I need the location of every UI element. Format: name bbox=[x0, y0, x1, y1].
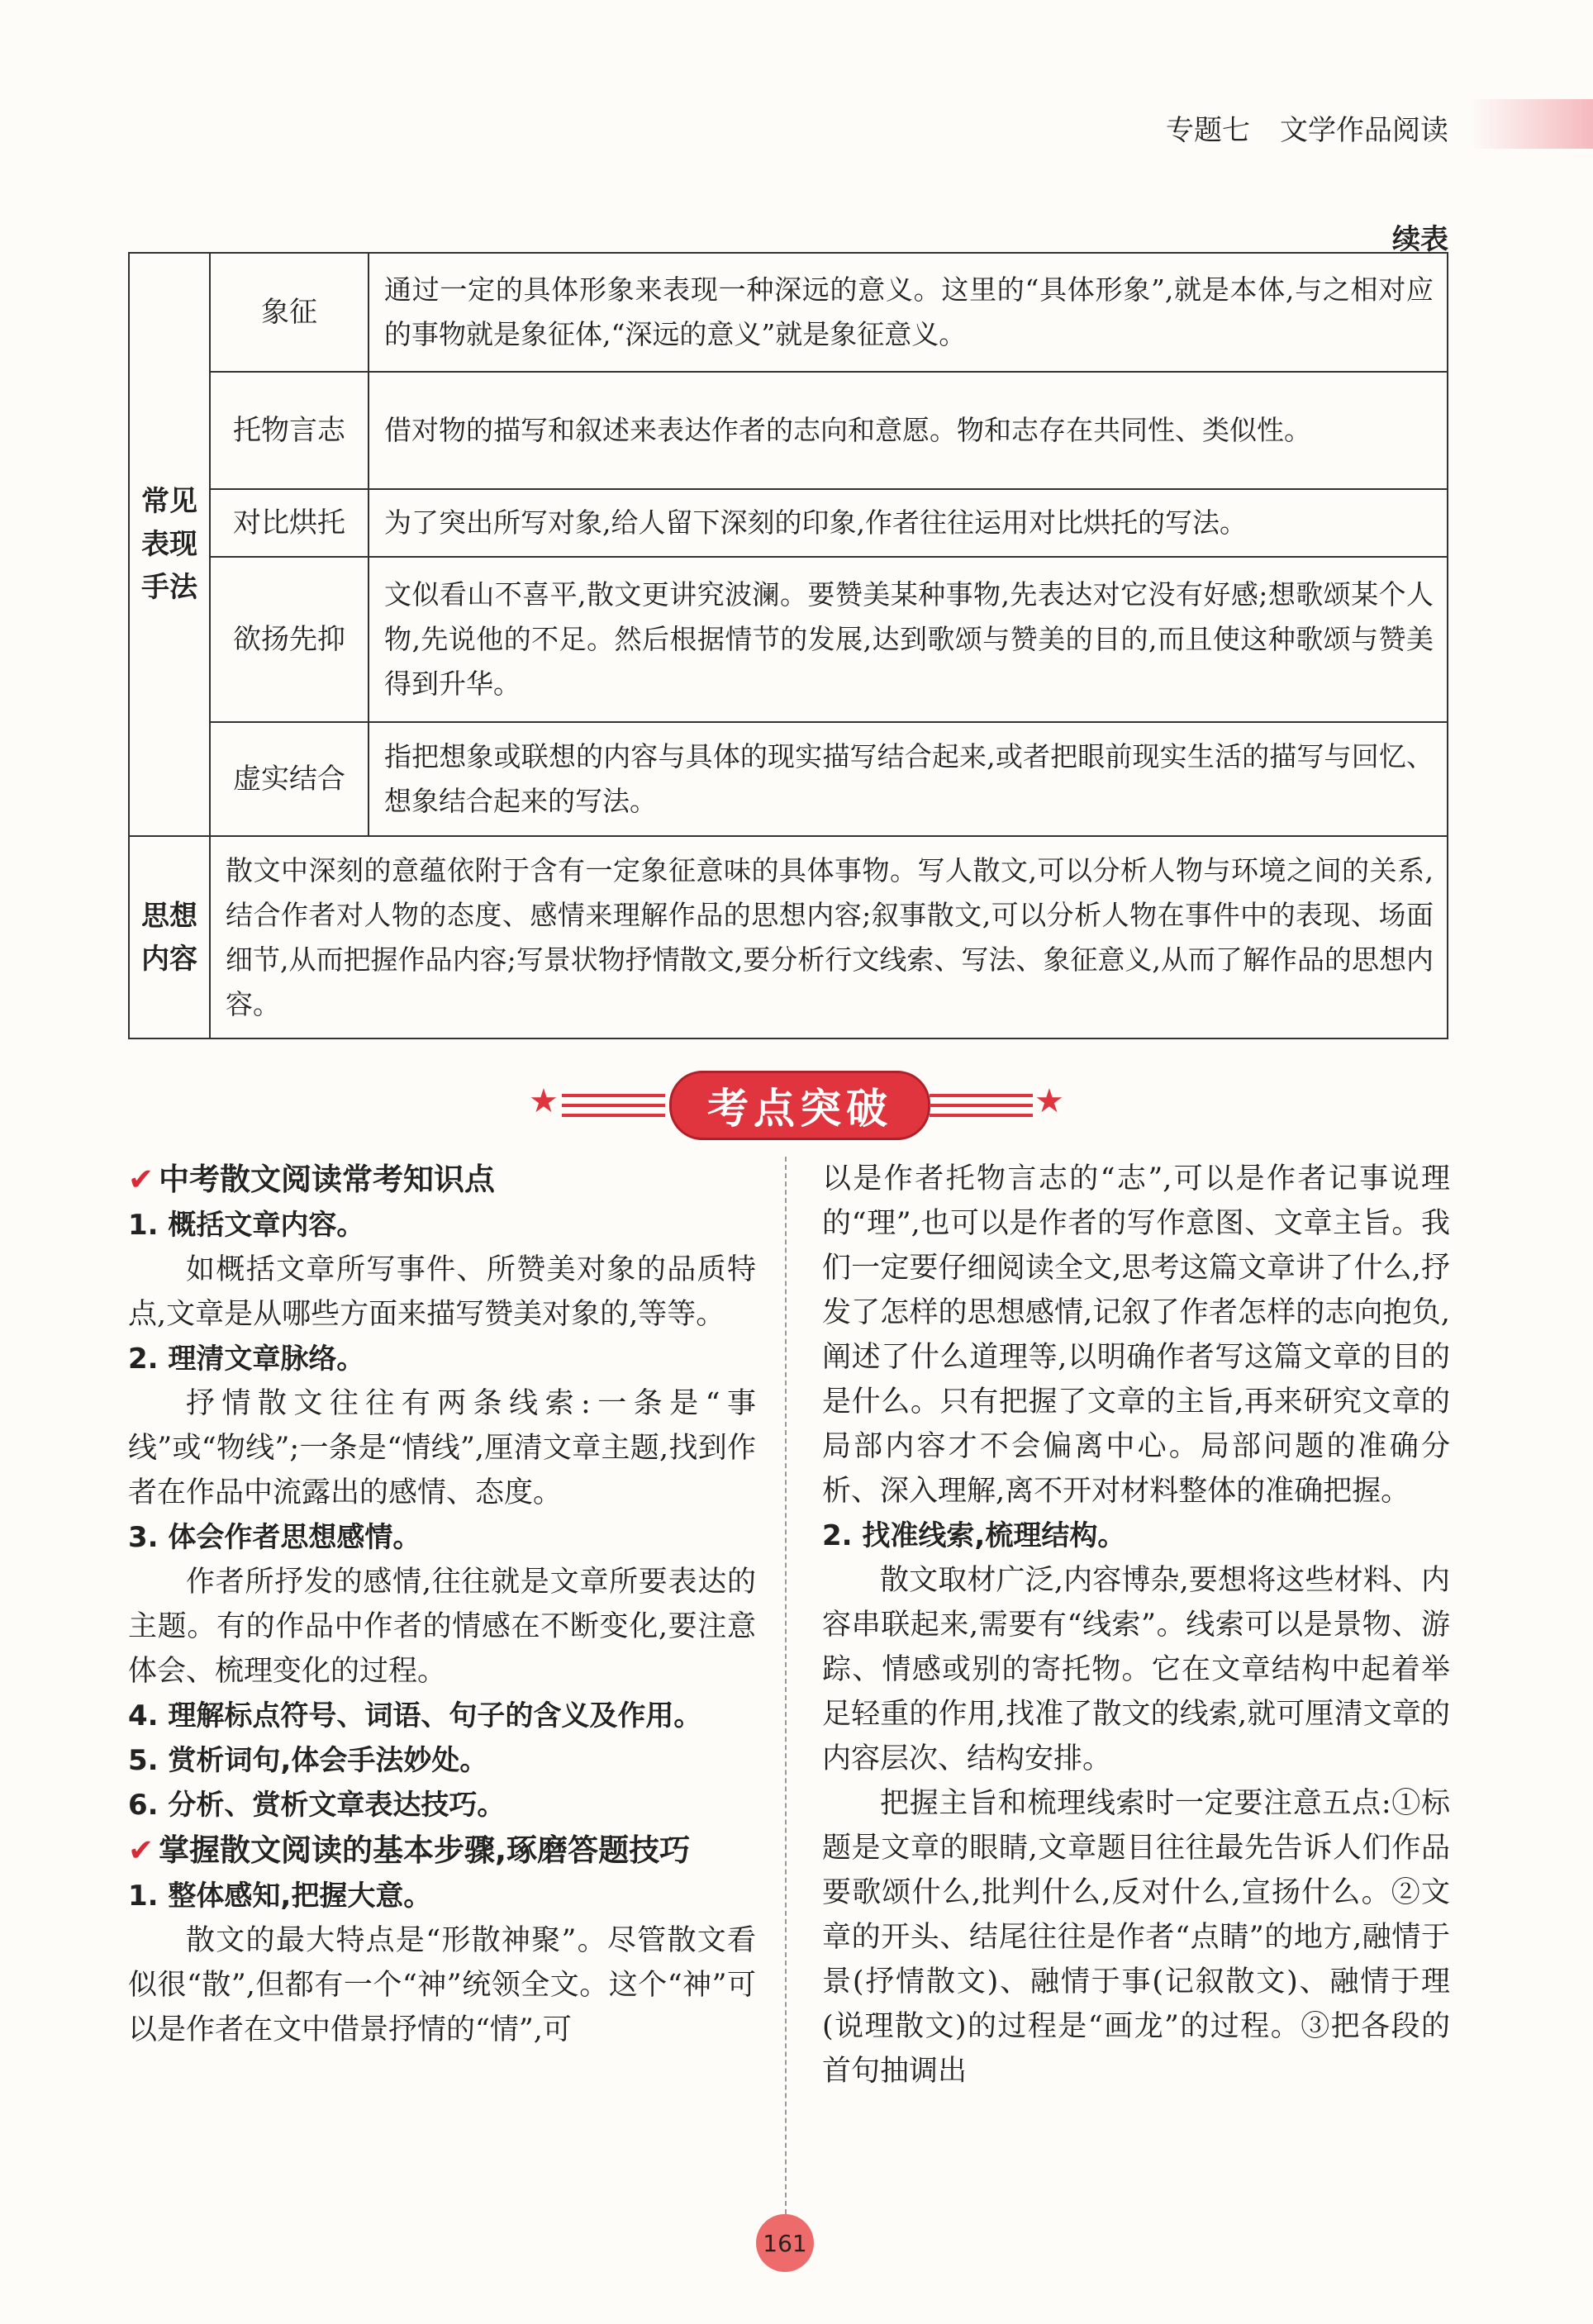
method-desc: 文似看山不喜平,散文更讲究波澜。要赞美某种事物,先表达对它没有好感;想歌颂某个人物,先说他的不足。然后根据情节的发展,达到歌颂与赞美的目的,而且使这种歌颂与赞美得到升华。 bbox=[369, 557, 1448, 722]
banner-line bbox=[930, 1094, 1033, 1097]
table-row bbox=[129, 372, 1448, 489]
method-name: 象征 bbox=[210, 253, 369, 372]
method-desc: 指把想象或联想的内容与具体的现实描写结合起来,或者把眼前现实生活的描写与回忆、想象结合起来的写法。 bbox=[369, 722, 1448, 836]
banner-line bbox=[562, 1094, 665, 1097]
thought-desc: 散文中深刻的意蕴依附于含有一定象征意味的具体事物。写人散文,可以分析人物与环境之间的关系,结合作者对人物的态度、感情来理解作品的思想内容;叙事散文,可以分析人物在事件中的表现、场面细节,从而把握作品内容;写景状物抒情散文,要分析行文线索、写法、象征意义,从而了解作品的思想内容。 bbox=[210, 836, 1448, 1038]
item-heading: 2. 找准线索,梳理结构。 bbox=[822, 1519, 1126, 1552]
item-heading: 5. 赏析词句,体会手法妙处。 bbox=[128, 1744, 488, 1777]
method-desc: 通过一定的具体形象来表现一种深远的意义。这里的“具体形象”,就是本体,与之相对应的事物就是象征体,“深远的意义”就是象征意义。 bbox=[369, 253, 1448, 372]
continued-label: 续表 bbox=[1392, 223, 1448, 256]
banner-title: 考点突破 bbox=[669, 1071, 930, 1140]
category-methods: 常见表现手法 bbox=[129, 253, 210, 836]
paragraph: 以是作者托物言志的“志”,可以是作者记事说理的“理”,也可以是作者的写作意图、文章主旨。我们一定要仔细阅读全文,思考这篇文章讲了什么,抒发了怎样的思想感情,记叙了作者怎样的志向抱负,阐述了什么道理等,以明确作者写这篇文章的目的是什么。只有把握了文章的主旨,再来研究文章的局部内容才不会偏离中心。局部问题的准确分析、深入理解,离不开对材料整体的准确把握。 bbox=[822, 1162, 1450, 1508]
section-banner bbox=[529, 1066, 1066, 1140]
paragraph: 作者所抒发的感情,往往就是文章所要表达的主题。有的作品中作者的情感在不断变化,要注意体会、梳理变化的过程。 bbox=[128, 1566, 756, 1688]
table-row bbox=[129, 557, 1448, 722]
method-name: 虚实结合 bbox=[210, 722, 369, 836]
method-name: 欲扬先抑 bbox=[210, 557, 369, 722]
paragraph: 散文取材广泛,内容博杂,要想将这些材料、内容串联起来,需要有“线索”。线索可以是景物、游踪、情感或别的寄托物。它在文章结构中起着举足轻重的作用,找准了散文的线索,就可厘清文章的内容层次、结构安排。 bbox=[822, 1564, 1450, 1775]
header-topic: 专题七 bbox=[1166, 114, 1250, 147]
methods-table bbox=[128, 252, 1448, 1039]
method-name: 托物言志 bbox=[210, 372, 369, 489]
header-title: 文学作品阅读 bbox=[1280, 114, 1448, 147]
item-heading: 3. 体会作者思想感情。 bbox=[128, 1521, 421, 1554]
method-desc: 为了突出所写对象,给人留下深刻的印象,作者往往运用对比烘托的写法。 bbox=[369, 489, 1448, 557]
header-decoration bbox=[1469, 99, 1593, 149]
table-row bbox=[129, 489, 1448, 557]
item-heading: 2. 理清文章脉络。 bbox=[128, 1343, 365, 1376]
page-number: 161 bbox=[756, 2214, 814, 2272]
section-heading: ✔ 中考散文阅读常考知识点 bbox=[128, 1162, 496, 1197]
category-thought: 思想内容 bbox=[129, 836, 210, 1038]
banner-line bbox=[562, 1104, 665, 1107]
left-column bbox=[128, 1157, 756, 2052]
right-column bbox=[822, 1157, 1450, 2094]
column-divider bbox=[785, 1157, 787, 2222]
item-heading: 1. 整体感知,把握大意。 bbox=[128, 1880, 432, 1913]
table-row bbox=[129, 722, 1448, 836]
paragraph: 把握主旨和梳理线索时一定要注意五点:①标题是文章的眼睛,文章题目往往最先告诉人们作品要歌颂什么,批判什么,反对什么,宣扬什么。②文章的开头、结尾往往是作者“点睛”的地方,融情于景(抒情散文)、融情于事(记叙散文)、融情于理(说理散文)的过程是“画龙”的过程。③把各段的首句抽调出 bbox=[822, 1787, 1450, 2088]
paragraph: 散文的最大特点是“形散神聚”。尽管散文看似很“散”,但都有一个“神”统领全文。这个“神”可以是作者在文中借景抒情的“情”,可 bbox=[128, 1924, 756, 2046]
star-icon: ★ bbox=[529, 1082, 559, 1120]
check-icon: ✔ bbox=[128, 1162, 155, 1197]
banner-line bbox=[562, 1114, 665, 1117]
item-heading: 6. 分析、赏析文章表达技巧。 bbox=[128, 1789, 506, 1822]
method-desc: 借对物的描写和叙述来表达作者的志向和意愿。物和志存在共同性、类似性。 bbox=[369, 372, 1448, 489]
section-heading: ✔ 掌握散文阅读的基本步骤,琢磨答题技巧 bbox=[128, 1832, 691, 1868]
method-name: 对比烘托 bbox=[210, 489, 369, 557]
table-row bbox=[129, 836, 1448, 1038]
paragraph: 如概括文章所写事件、所赞美对象的品质特点,文章是从哪些方面来描写赞美对象的,等等。 bbox=[128, 1253, 756, 1331]
running-header bbox=[1136, 107, 1448, 148]
star-icon: ★ bbox=[1034, 1082, 1064, 1120]
banner-line bbox=[930, 1114, 1033, 1117]
item-heading: 1. 概括文章内容。 bbox=[128, 1209, 365, 1242]
banner-line bbox=[930, 1104, 1033, 1107]
check-icon: ✔ bbox=[128, 1832, 155, 1868]
item-heading: 4. 理解标点符号、词语、句子的含义及作用。 bbox=[128, 1699, 702, 1732]
table-row bbox=[129, 253, 1448, 372]
paragraph: 抒情散文往往有两条线索:一条是“事线”或“物线”;一条是“情线”,厘清文章主题,找到作者在作品中流露出的感情、态度。 bbox=[128, 1387, 756, 1509]
